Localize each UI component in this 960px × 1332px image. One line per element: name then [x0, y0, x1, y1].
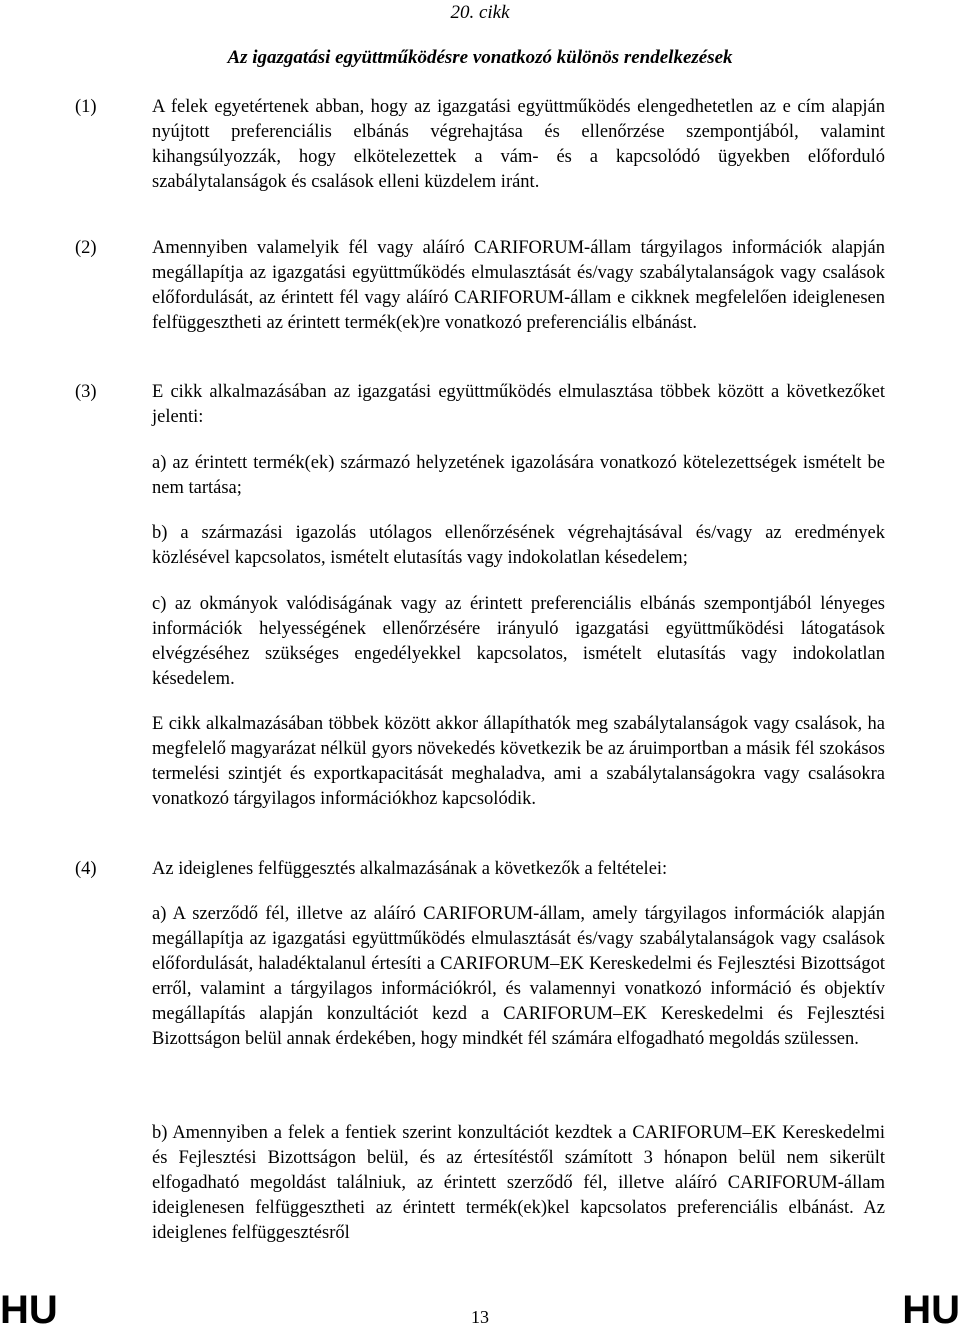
page-number: 13 [471, 1307, 489, 1327]
paragraph-text: E cikk alkalmazásában az igazgatási együttműködés elmulasztása többek között a következőket jelenti: [152, 382, 885, 427]
article-title: Az igazgatási együttműködésre vonatkozó különös rendelkezések [227, 47, 733, 68]
list-item: a) A szerződő fél, illetve az aláíró CARIFORUM-állam, amely tárgyilagos információk alapján megállapítja az igazgatási együttműködés elmulasztását és/vagy szabálytalanságok vagy csalások előfordulását, haladéktalanul értesíti a CARIFORUM–EK Kereskedelmi és Fejlesztési Bizottságot erről, valamint a tárgyilagos információkról, és valamennyi vonatkozó információ és objektív megállapítás alapján konzultációt kezd a CARIFORUM–EK Kereskedelmi és Fejlesztési Bizottságon belül annak érdekében, hogy mindkét fél számára elfogadható megoldás szülessen. [152, 904, 885, 1049]
paragraph-closing: E cikk alkalmazásában többek között akkor állapíthatók meg szabálytalanságok vagy csalások, ha megfelelő magyarázat nélkül gyors növekedés következik be az áruimportban a másik fél szokásos termelési szintjét és exportkapacitását meghaladva, ami a szabálytalanságokra vagy csalásokra vonatkozó tárgyilagos információkhoz kapcsolódik. [152, 714, 885, 809]
paragraph-text: A felek egyetértenek abban, hogy az igazgatási együttműködés elengedhetetlen az e cím alapján nyújtott preferenciális elbánás végrehajtása és ellenőrzése szempontjából, valamint kihangsúlyozzák, hogy elkötelezettek a vám- és a kapcsolódó ügyekben előforduló szabálytalanságok és csalások elleni küzdelem iránt. [152, 97, 885, 192]
list-item: b) a származási igazolás utólagos ellenőrzésének végrehajtásával és/vagy az eredmények közlésével kapcsolatos, ismételt elutasítás vagy indokolatlan késedelem; [152, 523, 885, 568]
paragraph-number: (2) [75, 238, 97, 258]
paragraph-number: (3) [75, 382, 97, 402]
footer-language-code: HU [902, 1288, 960, 1332]
paragraph-text: Amennyiben valamelyik fél vagy aláíró CARIFORUM-állam tárgyilagos információk alapján megállapítja az igazgatási együttműködés elmulasztását és/vagy szabálytalanságok vagy csalások előfordulását, az érintett fél vagy aláíró CARIFORUM-állam e cikknek megfelelően ideiglenesen felfüggesztheti az érintett termék(ek)re vonatkozó preferenciális elbánást. [152, 238, 885, 333]
paragraph-text: Az ideiglenes felfüggesztés alkalmazásának a következők a feltételei: [152, 859, 668, 879]
paragraph-number: (1) [75, 97, 97, 117]
list-item: a) az érintett termék(ek) származó helyzetének igazolására vonatkozó kötelezettségek ismételt be nem tartása; [152, 453, 885, 498]
paragraph-number: (4) [75, 859, 97, 879]
list-item: b) Amennyiben a felek a fentiek szerint konzultációt kezdtek a CARIFORUM–EK Kereskedelmi és Fejlesztési Bizottságon belül, és az értesítéstől számított 3 hónapon belül nem sikerült elfogadható megoldást találniuk, az érintett szerződő fél, illetve aláíró CARIFORUM-állam ideiglenesen felfüggesztheti az érintett termék(ek)kel kapcsolatos preferenciális elbánást. Az ideiglenes felfüggesztésről [152, 1123, 885, 1243]
article-number: 20. cikk [450, 2, 510, 23]
list-item: c) az okmányok valódiságának vagy az érintett preferenciális elbánás szempontjából lényeges információk helyességének ellenőrzésére irányuló igazgatási együttműködési látogatások elvégzéséhez szükséges engedélyekkel kapcsolatos, ismételt elutasítás vagy indokolatlan késedelem. [152, 594, 885, 689]
footer-language-code: HU [0, 1288, 58, 1332]
